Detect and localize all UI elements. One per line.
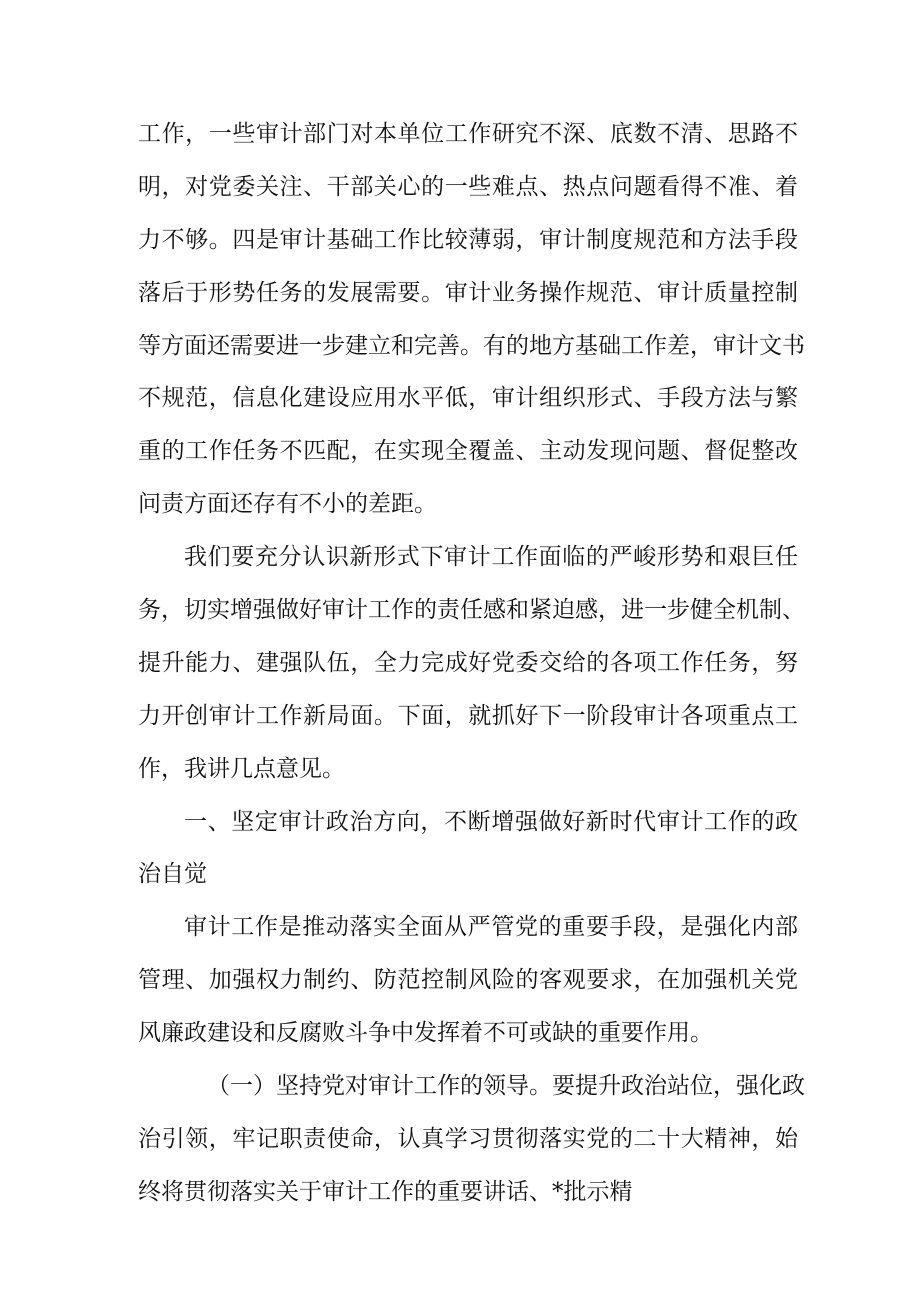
text-line: 务，切实增强做好审计工作的责任感和紧迫感，进一步健全机制、 (138, 597, 805, 624)
document-body (138, 108, 805, 1219)
text-line: 落后于形势任务的发展需要。审计业务操作规范、审计质量控制 (138, 279, 798, 306)
subsection-leadership (138, 1060, 805, 1219)
text-line: 治自觉 (138, 861, 207, 888)
text-line: 不规范，信息化建设应用水平低，审计组织形式、手段方法与繁 (138, 385, 798, 412)
text-line: 我们要充分认识新形式下审计工作面临的严峻形势和艰巨任 (184, 544, 798, 571)
text-line: 力开创审计工作新局面。下面，就抓好下一阶段审计各项重点工 (138, 702, 798, 729)
text-line: 作，我讲几点意见。 (138, 755, 345, 782)
text-line: 明，对党委关注、干部关心的一些难点、热点问题看得不准、着 (138, 173, 798, 200)
text-line: 一、坚定审计政治方向，不断增强做好新时代审计工作的政 (184, 808, 798, 835)
paragraph-continuation (138, 108, 805, 531)
text-line: 管理、加强权力制约、防范控制风险的客观要求，在加强机关党 (138, 967, 798, 994)
text-line: 治引领，牢记职责使命，认真学习贯彻落实党的二十大精神，始 (138, 1125, 798, 1152)
paragraph-importance (138, 901, 798, 1060)
text-line: 重的工作任务不匹配，在实现全覆盖、主动发现问题、督促整改 (138, 438, 798, 465)
text-line: （一）坚持党对审计工作的领导。要提升政治站位，强化政 (207, 1073, 805, 1100)
paragraph-situation (138, 531, 805, 795)
text-line: 提升能力、建强队伍，全力完成好党委交给的各项工作任务，努 (138, 649, 798, 676)
text-line: 等方面还需要进一步建立和完善。有的地方基础工作差，审计文书 (138, 332, 805, 359)
text-line: 工作，一些审计部门对本单位工作研究不深、底数不清、思路不 (138, 121, 798, 147)
text-line: 审计工作是推动落实全面从严管党的重要手段，是强化内部 (184, 914, 798, 941)
text-line: 力不够。四是审计基础工作比较薄弱，审计制度规范和方法手段 (138, 226, 798, 253)
text-line: 问责方面还存有不小的差距。 (138, 491, 437, 518)
text-line: 风廉政建设和反腐败斗争中发挥着不可或缺的重要作用。 (138, 1020, 713, 1047)
text-line: 终将贯彻落实关于审计工作的重要讲话、*批示精 (138, 1178, 633, 1205)
section-heading-one (138, 796, 798, 902)
